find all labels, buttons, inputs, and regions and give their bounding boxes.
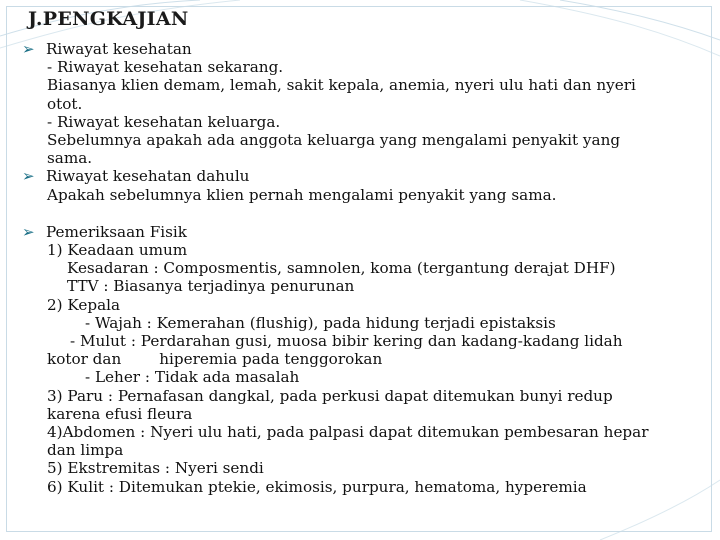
text-line: 1) Keadaan umum — [47, 241, 188, 260]
bullet-riwayat-kesehatan: ➢ Riwayat kesehatan — [22, 40, 192, 58]
text-line: - Riwayat kesehatan sekarang. — [47, 58, 284, 77]
text-line: TTV : Biasanya terjadinya penurunan — [67, 277, 355, 296]
text-line: 2) Kepala — [47, 295, 121, 314]
text-line: sama. — [47, 149, 93, 168]
slide-content — [22, 40, 702, 496]
text-line: 5) Ekstremitas : Nyeri sendi — [47, 459, 264, 478]
text-line: - Riwayat kesehatan keluarga. — [47, 112, 281, 131]
bullet-pemeriksaan-fisik: ➢ Pemeriksaan Fisik — [22, 222, 187, 241]
text-line: - Mulut : Perdarahan gusi, muosa bibir kering dan kadang-kadang lidah — [70, 332, 623, 351]
text-line: - Wajah : Kemerahan (flushig), pada hidung terjadi epistaksis — [85, 313, 556, 332]
text-line: kotor dan hiperemia pada tenggorokan — [47, 350, 383, 369]
text-line: karena efusi fleura — [47, 404, 193, 423]
bullet-arrow-icon: ➢ — [22, 167, 35, 186]
text-line: 6) Kulit : Ditemukan ptekie, ekimosis, purpura, hematoma, hyperemia — [47, 477, 587, 496]
text-line: Apakah sebelumnya klien pernah mengalami penyakit yang sama. — [47, 185, 557, 204]
text-line: - Leher : Tidak ada masalah — [85, 368, 300, 387]
slide-title: J.PENGKAJIAN — [28, 8, 189, 30]
bullet-arrow-icon: ➢ — [22, 40, 35, 58]
text-line: dan limpa — [47, 441, 124, 460]
bullet-riwayat-kesehatan-dahulu: ➢ Riwayat kesehatan dahulu — [22, 167, 250, 186]
text-line: otot. — [47, 94, 83, 113]
text-line: Kesadaran : Composmentis, samnolen, koma (tergantung derajat DHF) — [67, 259, 616, 278]
bullet-arrow-icon: ➢ — [22, 222, 35, 241]
text-line: Biasanya klien demam, lemah, sakit kepala, anemia, nyeri ulu hati dan nyeri — [47, 76, 636, 95]
text-line: Sebelumnya apakah ada anggota keluarga yang mengalami penyakit yang — [47, 131, 621, 150]
text-line: 3) Paru : Pernafasan dangkal, pada perkusi dapat ditemukan bunyi redup — [47, 386, 613, 405]
text-line: 4)Abdomen : Nyeri ulu hati, pada palpasi dapat ditemukan pembesaran hepar — [47, 423, 649, 442]
